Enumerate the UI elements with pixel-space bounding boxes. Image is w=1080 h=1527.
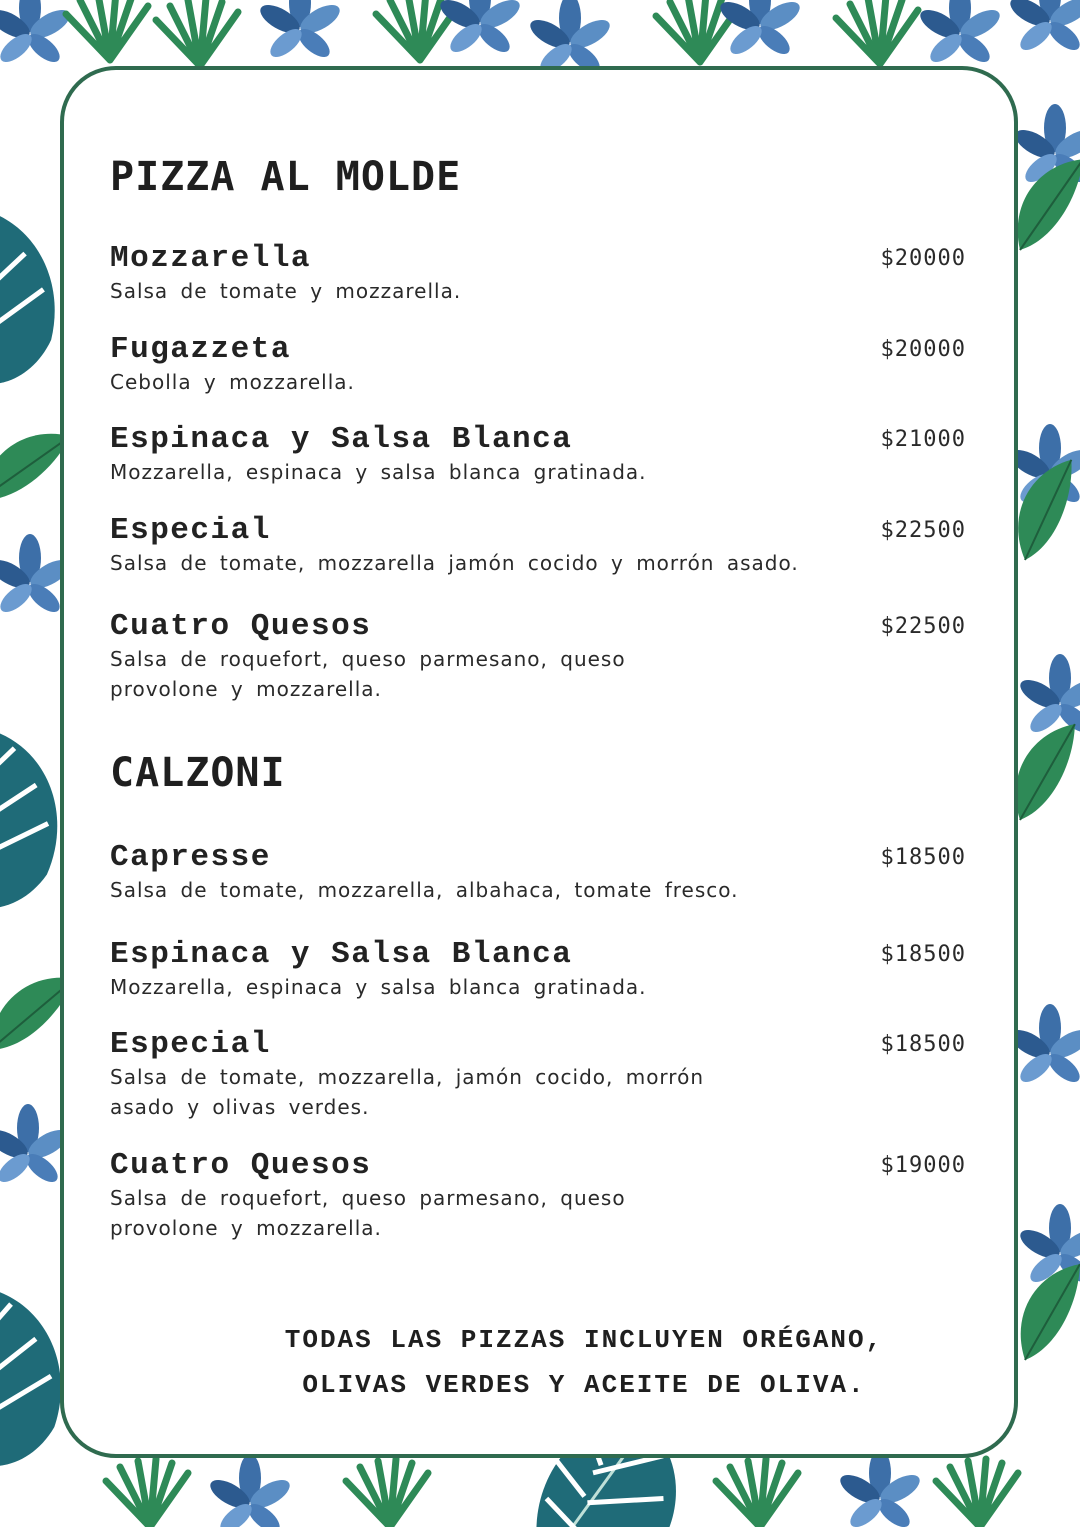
item-name: Capresse — [110, 840, 271, 875]
menu-card — [60, 66, 1018, 1458]
item-description: Salsa de tomate, mozzarella, albahaca, tomate fresco. — [110, 878, 739, 902]
item-description: Mozzarella, espinaca y salsa blanca gratinada. — [110, 460, 647, 484]
item-name: Espinaca y Salsa Blanca — [110, 422, 573, 457]
menu-item — [110, 242, 966, 306]
footer-note — [64, 1318, 1014, 1408]
item-price: $20000 — [880, 337, 966, 362]
item-description: Salsa de tomate, mozzarella, jamón cocido, morrón asado y olivas verdes. — [110, 1065, 704, 1119]
menu-item — [110, 423, 966, 487]
menu-item — [110, 841, 966, 905]
section-title-calzoni: CALZONI — [110, 750, 286, 796]
item-description: Cebolla y mozzarella. — [110, 370, 355, 394]
item-price: $18500 — [880, 1032, 966, 1057]
item-name: Fugazzeta — [110, 332, 291, 367]
item-price: $18500 — [880, 845, 966, 870]
item-name: Espinaca y Salsa Blanca — [110, 937, 573, 972]
item-name: Cuatro Quesos — [110, 1148, 372, 1183]
item-name: Mozzarella — [110, 241, 312, 276]
menu-item — [110, 333, 966, 397]
section-title-pizza-al-molde: PIZZA AL MOLDE — [110, 154, 462, 200]
item-price: $19000 — [880, 1153, 966, 1178]
item-price: $20000 — [880, 246, 966, 271]
menu-item — [110, 938, 966, 1002]
item-price: $22500 — [880, 614, 966, 639]
item-description: Salsa de tomate y mozzarella. — [110, 279, 462, 303]
item-name: Cuatro Quesos — [110, 609, 372, 644]
item-price: $22500 — [880, 518, 966, 543]
menu-item — [110, 514, 966, 578]
item-name: Especial — [110, 1027, 271, 1062]
item-name: Especial — [110, 513, 271, 548]
item-price: $21000 — [880, 427, 966, 452]
item-price: $18500 — [880, 942, 966, 967]
menu-item — [110, 610, 966, 704]
item-description: Salsa de roquefort, queso parmesano, queso provolone y mozzarella. — [110, 647, 626, 701]
item-description: Salsa de roquefort, queso parmesano, queso provolone y mozzarella. — [110, 1186, 626, 1240]
item-description: Mozzarella, espinaca y salsa blanca gratinada. — [110, 975, 647, 999]
item-description: Salsa de tomate, mozzarella jamón cocido y morrón asado. — [110, 551, 799, 575]
footer-note-line-1: TODAS LAS PIZZAS INCLUYEN ORÉGANO, — [284, 1325, 884, 1355]
menu-item — [110, 1028, 966, 1122]
menu-item — [110, 1149, 966, 1243]
footer-note-line-2: OLIVAS VERDES Y ACEITE DE OLIVA. — [302, 1370, 866, 1400]
